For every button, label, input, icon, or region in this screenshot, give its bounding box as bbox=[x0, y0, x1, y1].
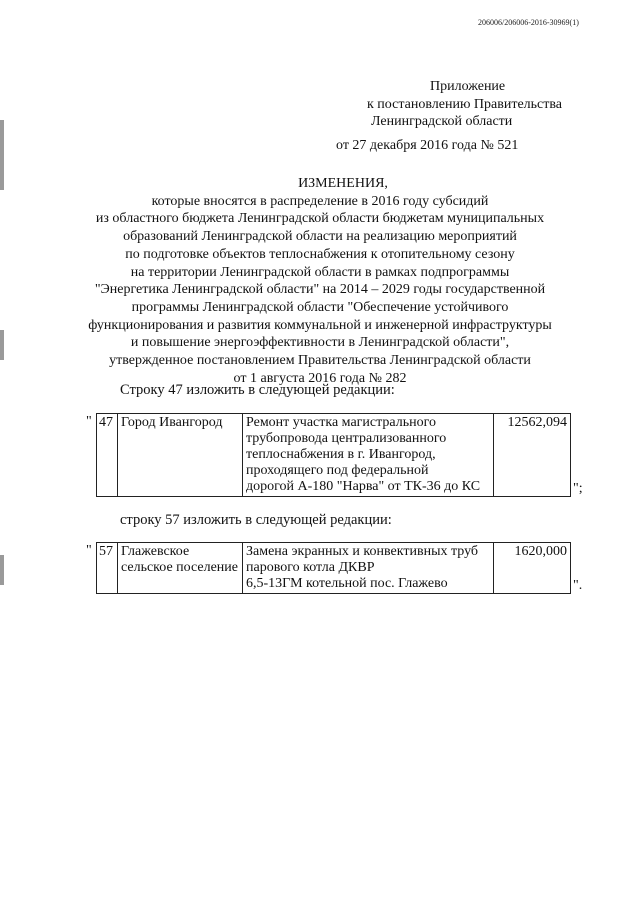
title-line: и повышение энергоэффективности в Ленинградской области", bbox=[130, 335, 510, 351]
scan-margin-mark bbox=[0, 330, 4, 360]
project-line: 6,5-13ГМ котельной пос. Глажево bbox=[246, 576, 448, 591]
title-line: на территории Ленинградской области в рамках подпрограммы bbox=[130, 264, 510, 280]
table-row bbox=[84, 414, 587, 497]
document-number: 206006/206006-2016-30969(1) bbox=[478, 18, 579, 27]
project-line: дорогой А-180 "Нарва" от ТК-36 до КС bbox=[246, 479, 481, 494]
changes-title bbox=[60, 175, 580, 387]
project-line: трубопровода централизованного bbox=[246, 431, 447, 446]
title-line: по подготовке объектов теплоснабжения к отопительному сезону bbox=[125, 246, 515, 262]
annex-header bbox=[336, 78, 586, 154]
scan-margin-mark bbox=[0, 555, 4, 585]
annex-line: к постановлению Правительства bbox=[367, 96, 563, 112]
project-cell bbox=[243, 543, 494, 594]
title-line: ИЗМЕНЕНИЯ, bbox=[298, 176, 388, 191]
project-line: теплоснабжения в г. Ивангород, bbox=[246, 447, 436, 462]
annex-line: от 27 декабря 2016 года № 521 bbox=[336, 137, 519, 153]
title-line: образований Ленинградской области на реализацию мероприятий bbox=[123, 229, 517, 245]
amount-cell: 1620,000 bbox=[494, 543, 571, 594]
amount-cell: 12562,094 bbox=[494, 414, 571, 497]
row-number: 47 bbox=[97, 414, 118, 497]
title-line: программы Ленинградской области "Обеспечение устойчивого bbox=[131, 299, 509, 315]
title-line: от 1 августа 2016 года № 282 bbox=[233, 370, 407, 386]
replacement-table-row-57 bbox=[84, 542, 587, 594]
title-line: из областного бюджета Ленинградской области бюджетам муниципальных bbox=[95, 211, 545, 227]
instruction-row-57: строку 57 изложить в следующей редакции: bbox=[120, 512, 392, 528]
row-number: 57 bbox=[97, 543, 118, 594]
replacement-table-row-47 bbox=[84, 413, 587, 497]
annex-line: Ленинградской области bbox=[371, 114, 513, 129]
municipality-cell bbox=[118, 543, 243, 594]
municipality-line: сельское поселение bbox=[121, 560, 238, 575]
municipality-cell: Город Ивангород bbox=[118, 414, 243, 497]
open-quote: " bbox=[86, 542, 92, 558]
project-line: Замена экранных и конвективных труб bbox=[246, 544, 479, 559]
closing-quote: ". bbox=[573, 577, 583, 593]
project-cell bbox=[243, 414, 494, 497]
title-line: "Энергетика Ленинградской области" на 2014 – 2029 годы государственной bbox=[94, 282, 546, 298]
open-quote: " bbox=[86, 413, 92, 429]
project-line: парового котла ДКВР bbox=[246, 560, 375, 575]
title-line: которые вносятся в распределение в 2016 году субсидий bbox=[151, 193, 489, 209]
table-row bbox=[84, 543, 587, 594]
title-line: функционирования и развития коммунальной и инженерной инфраструктуры bbox=[88, 317, 552, 333]
annex-line: Приложение bbox=[430, 79, 506, 94]
project-line: проходящего под федеральной bbox=[246, 463, 429, 478]
instruction-row-47: Строку 47 изложить в следующей редакции: bbox=[120, 382, 395, 398]
closing-quote: "; bbox=[573, 480, 583, 496]
municipality-line: Глажевское bbox=[121, 544, 190, 559]
project-line: Ремонт участка магистрального bbox=[246, 415, 436, 430]
scan-margin-mark bbox=[0, 120, 4, 190]
title-line: утвержденное постановлением Правительства Ленинградской области bbox=[109, 353, 531, 369]
